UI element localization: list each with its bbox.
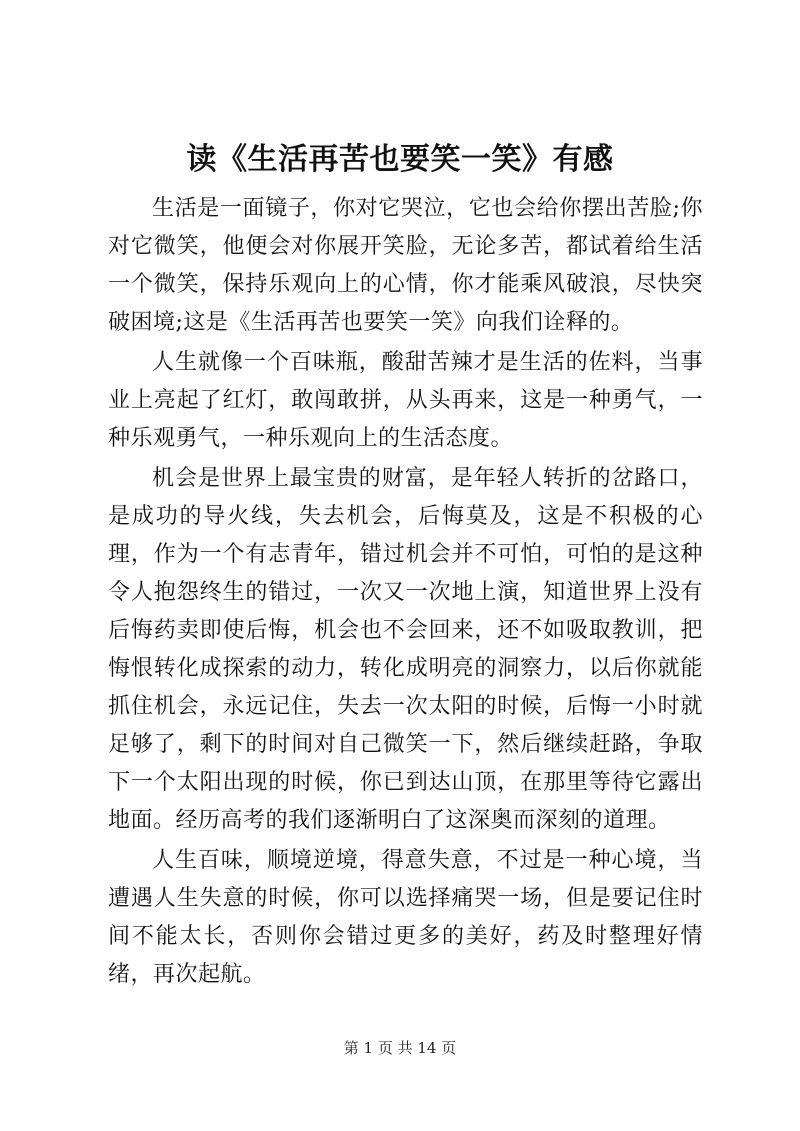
paragraph-3: 机会是世界上最宝贵的财富，是年轻人转折的岔路口，是成功的导火线，失去机会，后悔莫及，这是不积极的心理，作为一个有志青年，错过机会并不可怕，可怕的是这种令人抱怨终生的错过，一次又一次地上演，知道世界上没有后悔药卖即使后悔，机会也不会回来，还不如吸取教训，把悔恨转化成探索的动力，转化成明亮的洞察力，以后你就能抓住机会，永远记住，失去一次太阳的时候，后悔一小时就足够了，剩下的时间对自己微笑一下，然后继续赶路，争取下一个太阳出现的时候，你已到达山顶，在那里等待它露出地面。经历高考的我们逐渐明白了这深奥而深刻的道理。 (108, 466, 703, 833)
document-title: 读《生活再苦也要笑一笑》有感 (186, 142, 614, 177)
paragraph-2: 人生就像一个百味瓶，酸甜苦辣才是生活的佐料，当事业上亮起了红灯，敢闯敢拼，从头再来，这是一种勇气，一种乐观勇气，一种乐观向上的生活态度。 (108, 350, 703, 451)
document-body (108, 190, 703, 994)
paragraph-1: 生活是一面镜子，你对它哭泣，它也会给你摆出苦脸;你对它微笑，他便会对你展开笑脸，无论多苦，都试着给生活一个微笑，保持乐观向上的心情，你才能乘风破浪，尽快突破困境;这是《生活再苦也要笑一笑》向我们诠释的。 (108, 196, 703, 335)
page-number-footer: 第 1 页 共 14 页 (343, 1039, 457, 1057)
paragraph-4: 人生百味，顺境逆境，得意失意，不过是一种心境，当遭遇人生失意的时候，你可以选择痛哭一场，但是要记住时间不能太长，否则你会错过更多的美好，药及时整理好情绪，再次起航。 (108, 848, 703, 987)
